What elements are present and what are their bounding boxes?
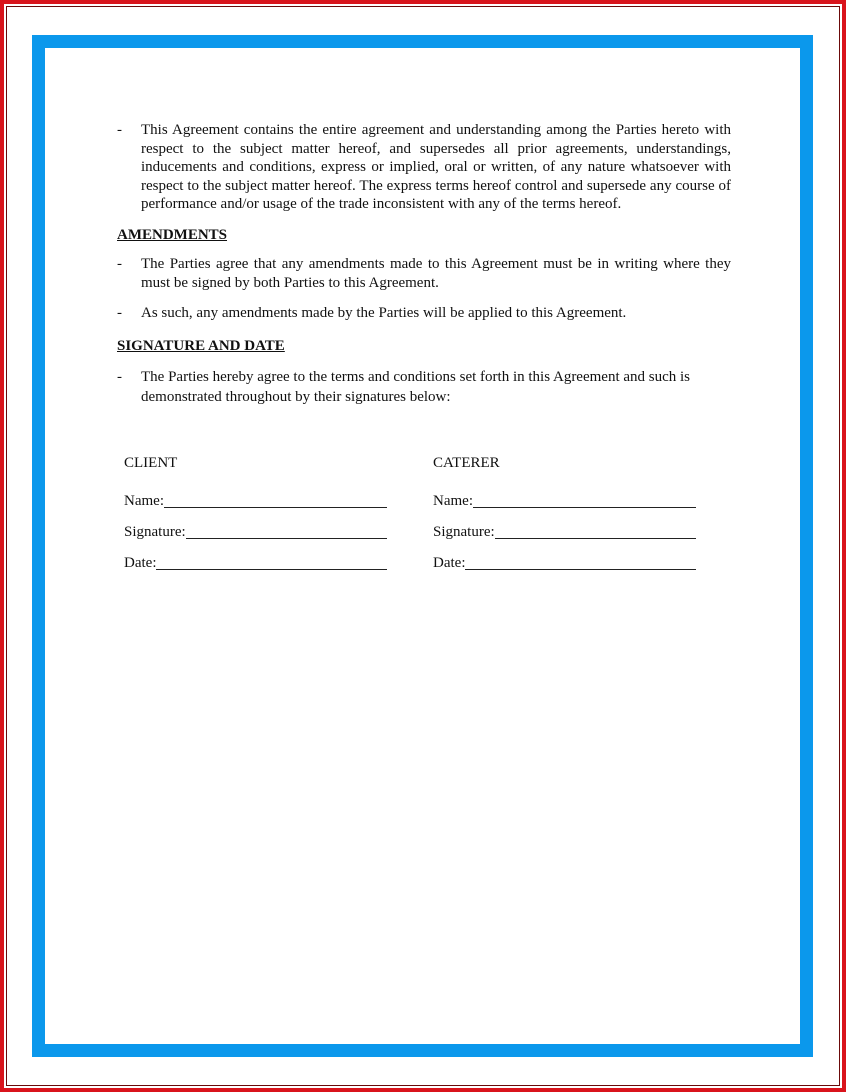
field-label: Name: <box>124 493 164 509</box>
bullet-dash: - <box>117 256 122 272</box>
bullet-text: The Parties agree that any amendments made to this Agreement must be in writing where they must be signed by both Parties to this Agreement. <box>141 256 731 291</box>
signature-line[interactable] <box>156 555 387 570</box>
bullet-dash: - <box>117 369 122 385</box>
caterer-date-field[interactable] <box>433 555 696 572</box>
bullet-dash: - <box>117 305 122 321</box>
bullet-text: As such, any amendments made by the Parties will be applied to this Agreement. <box>141 305 627 321</box>
client-date-field[interactable] <box>124 555 387 572</box>
section-heading-amendments: AMENDMENTS <box>117 226 228 243</box>
section-heading-signature: SIGNATURE AND DATE <box>117 337 285 354</box>
bullet-text: The Parties hereby agree to the terms and conditions set forth in this Agreement and such is demonstrated throughout by their signatures below: <box>141 369 691 405</box>
bullet-text: This Agreement contains the entire agreement and understanding among the Parties hereto with respect to the subject matter hereof, and supersedes all prior agreements, understandings, inducements and conditions, express or implied, oral or written, of any nature whatsoever with respect to the subject matter hereof. The express terms hereof control and supersede any course of performance and/or usage of the trade inconsistent with any of the terms hereof. <box>141 122 731 212</box>
caterer-party-label: CATERER <box>433 455 500 471</box>
field-label: Signature: <box>433 524 495 540</box>
list-item <box>117 304 731 323</box>
signature-line[interactable] <box>473 493 696 508</box>
signature-line[interactable] <box>465 555 696 570</box>
signature-line[interactable] <box>495 524 696 539</box>
bullet-dash: - <box>117 122 122 138</box>
signature-line[interactable] <box>186 524 387 539</box>
field-label: Date: <box>433 555 466 571</box>
client-signature-block <box>124 455 394 571</box>
client-name-field[interactable] <box>124 493 387 510</box>
list-item <box>117 255 731 292</box>
list-item <box>117 368 731 407</box>
caterer-signature-block <box>433 455 703 571</box>
caterer-name-field[interactable] <box>433 493 696 510</box>
field-label: Name: <box>433 493 473 509</box>
caterer-signature-field[interactable] <box>433 524 696 541</box>
field-label: Signature: <box>124 524 186 540</box>
client-party-label: CLIENT <box>124 455 178 471</box>
field-label: Date: <box>124 555 157 571</box>
client-signature-field[interactable] <box>124 524 387 541</box>
document-body <box>117 121 731 407</box>
list-item <box>117 121 731 214</box>
signature-line[interactable] <box>164 493 387 508</box>
